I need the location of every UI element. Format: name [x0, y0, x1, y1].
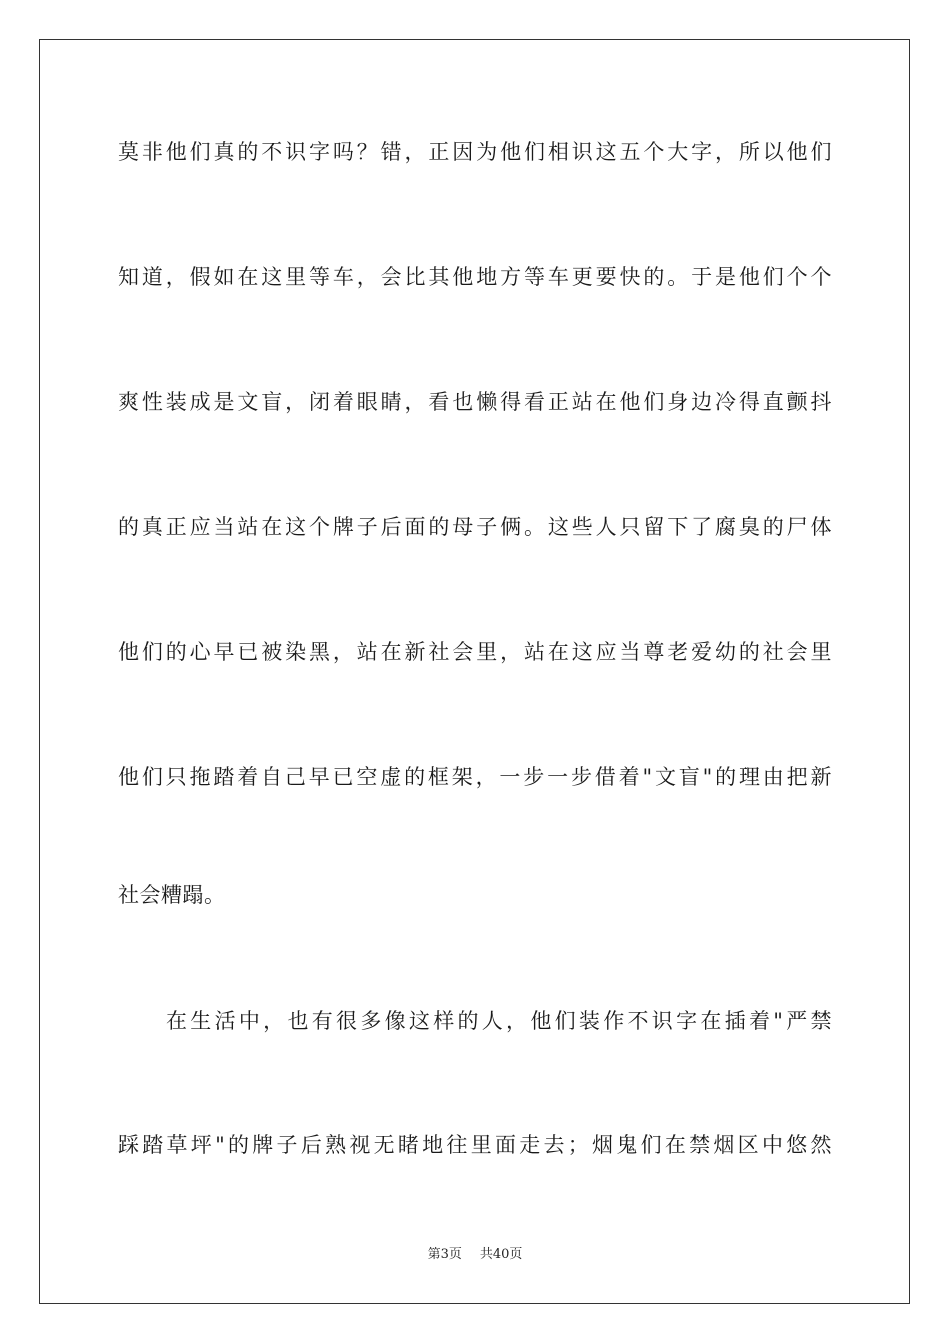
page-number: 第3页: [427, 1247, 462, 1262]
paragraph-line: 爽性装成是文盲，闭着眼睛，看也懒得看正站在他们身边冷得直颤抖: [118, 390, 832, 414]
paragraph-line: 社会糟蹋。: [118, 883, 226, 907]
paragraph-line: 他们的心早已被染黑，站在新社会里，站在这应当尊老爱幼的社会里: [118, 640, 832, 664]
paragraph-line: 的真正应当站在这个牌子后面的母子俩。这些人只留下了腐臭的尸体: [118, 515, 832, 539]
page-footer: [0, 1246, 950, 1264]
paragraph-line: 知道，假如在这里等车，会比其他地方等车更要快的。于是他们个个: [118, 265, 832, 289]
paragraph-line: 踩踏草坪"的牌子后熟视无睹地往里面走去；烟鬼们在禁烟区中悠然: [118, 1133, 832, 1157]
page-border: [39, 39, 910, 1304]
page-total: 共40页: [479, 1247, 523, 1262]
paragraph-line: 在生活中，也有很多像这样的人，他们装作不识字在插着"严禁: [166, 1009, 832, 1033]
paragraph-line: 莫非他们真的不识字吗？错，正因为他们相识这五个大字，所以他们: [118, 140, 832, 164]
paragraph-line: 他们只拖踏着自己早已空虚的框架，一步一步借着"文盲"的理由把新: [118, 765, 832, 789]
